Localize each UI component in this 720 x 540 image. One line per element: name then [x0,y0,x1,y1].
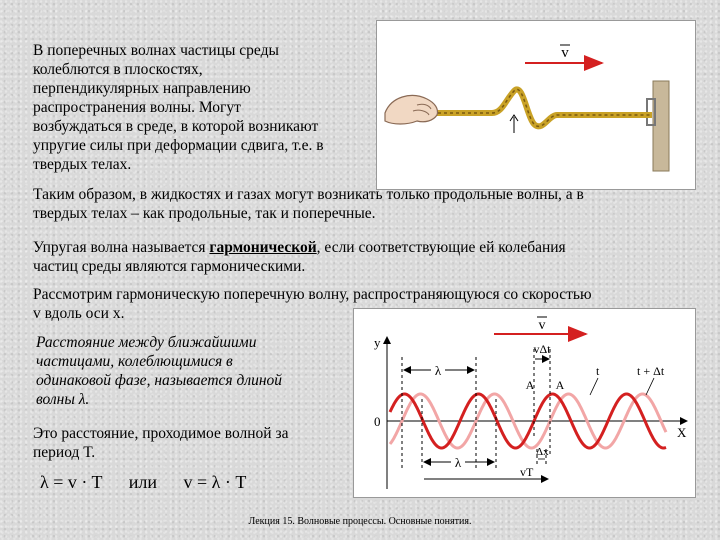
text-line: колеблются в плоскостях, [33,61,203,78]
lambda-top-label: λ [434,363,442,378]
text-line: v вдоль оси x. [33,305,125,322]
text-line: упругие силы при деформации сдвига, т.е. в [33,137,324,154]
lambda-bottom-label: λ [454,455,462,470]
wave-diagram [354,309,695,497]
text-line: волны λ. [36,391,90,408]
vdt-label: vΔt [533,342,551,356]
x-axis-label: X [677,425,687,440]
paragraph-conclusion [33,185,584,223]
velocity-label: v [538,318,546,333]
formula-right: v = λ · T [183,472,247,492]
text-line: перпендикулярных направлению [33,80,251,97]
y-axis-label: y [374,335,381,350]
paragraph-period-distance [33,424,288,462]
text-line: твердых телах – как продольные, так и поперечные. [33,205,376,222]
text-line: частицами, колеблющимися в [36,353,233,370]
formula-or: или [128,472,157,492]
formula [40,471,246,493]
vT-label: vT [520,465,534,479]
text-line: твердых телах. [33,156,132,173]
text-line: возбуждаться в среде, в которой возникают [33,118,319,135]
text-line: Таким образом, в жидкостях и газах могут возникать только продольные волны, а в [33,186,584,203]
t-dt-label: t + Δt [637,364,665,378]
amplitude-label-1: A [525,378,535,392]
formula-left: λ = v · T [40,472,103,492]
t-label: t [596,364,600,378]
rope-figure [376,20,696,190]
text-line: распространения волны. Могут [33,99,241,116]
paragraph-harmonic-definition [33,238,566,276]
wave-figure [353,308,696,498]
rope-illustration [377,21,695,189]
rope [432,89,652,126]
text-line: В поперечных волнах частицы среды [33,42,279,59]
term-harmonic: гармонической [209,239,317,256]
footer: Лекция 15. Волновые процессы. Основные понятия. [248,516,472,527]
text-line: Упругая волна называется гармонической, если соответствующие ей колебания [33,239,566,256]
amplitude-label-2: A [555,378,565,392]
text-line: период Т. [33,444,96,461]
origin-label: 0 [374,414,381,429]
text-line: Рассмотрим гармоническую поперечную волну, распространяющуюся со скоростью [33,286,592,303]
text-line: частиц среды являются гармоническими. [33,258,306,275]
paragraph-transverse-waves [33,41,324,174]
text-line: Это расстояние, проходимое волной за [33,425,289,442]
hand-icon [385,95,438,124]
guide-lines [402,349,550,469]
text-line: одинаковой фазе, называется длиной [36,372,283,389]
text-line: Расстояние между ближайшими [36,334,257,351]
dx-label: Δx [536,446,549,458]
velocity-label: v [561,45,569,61]
paragraph-wavelength [36,333,282,409]
